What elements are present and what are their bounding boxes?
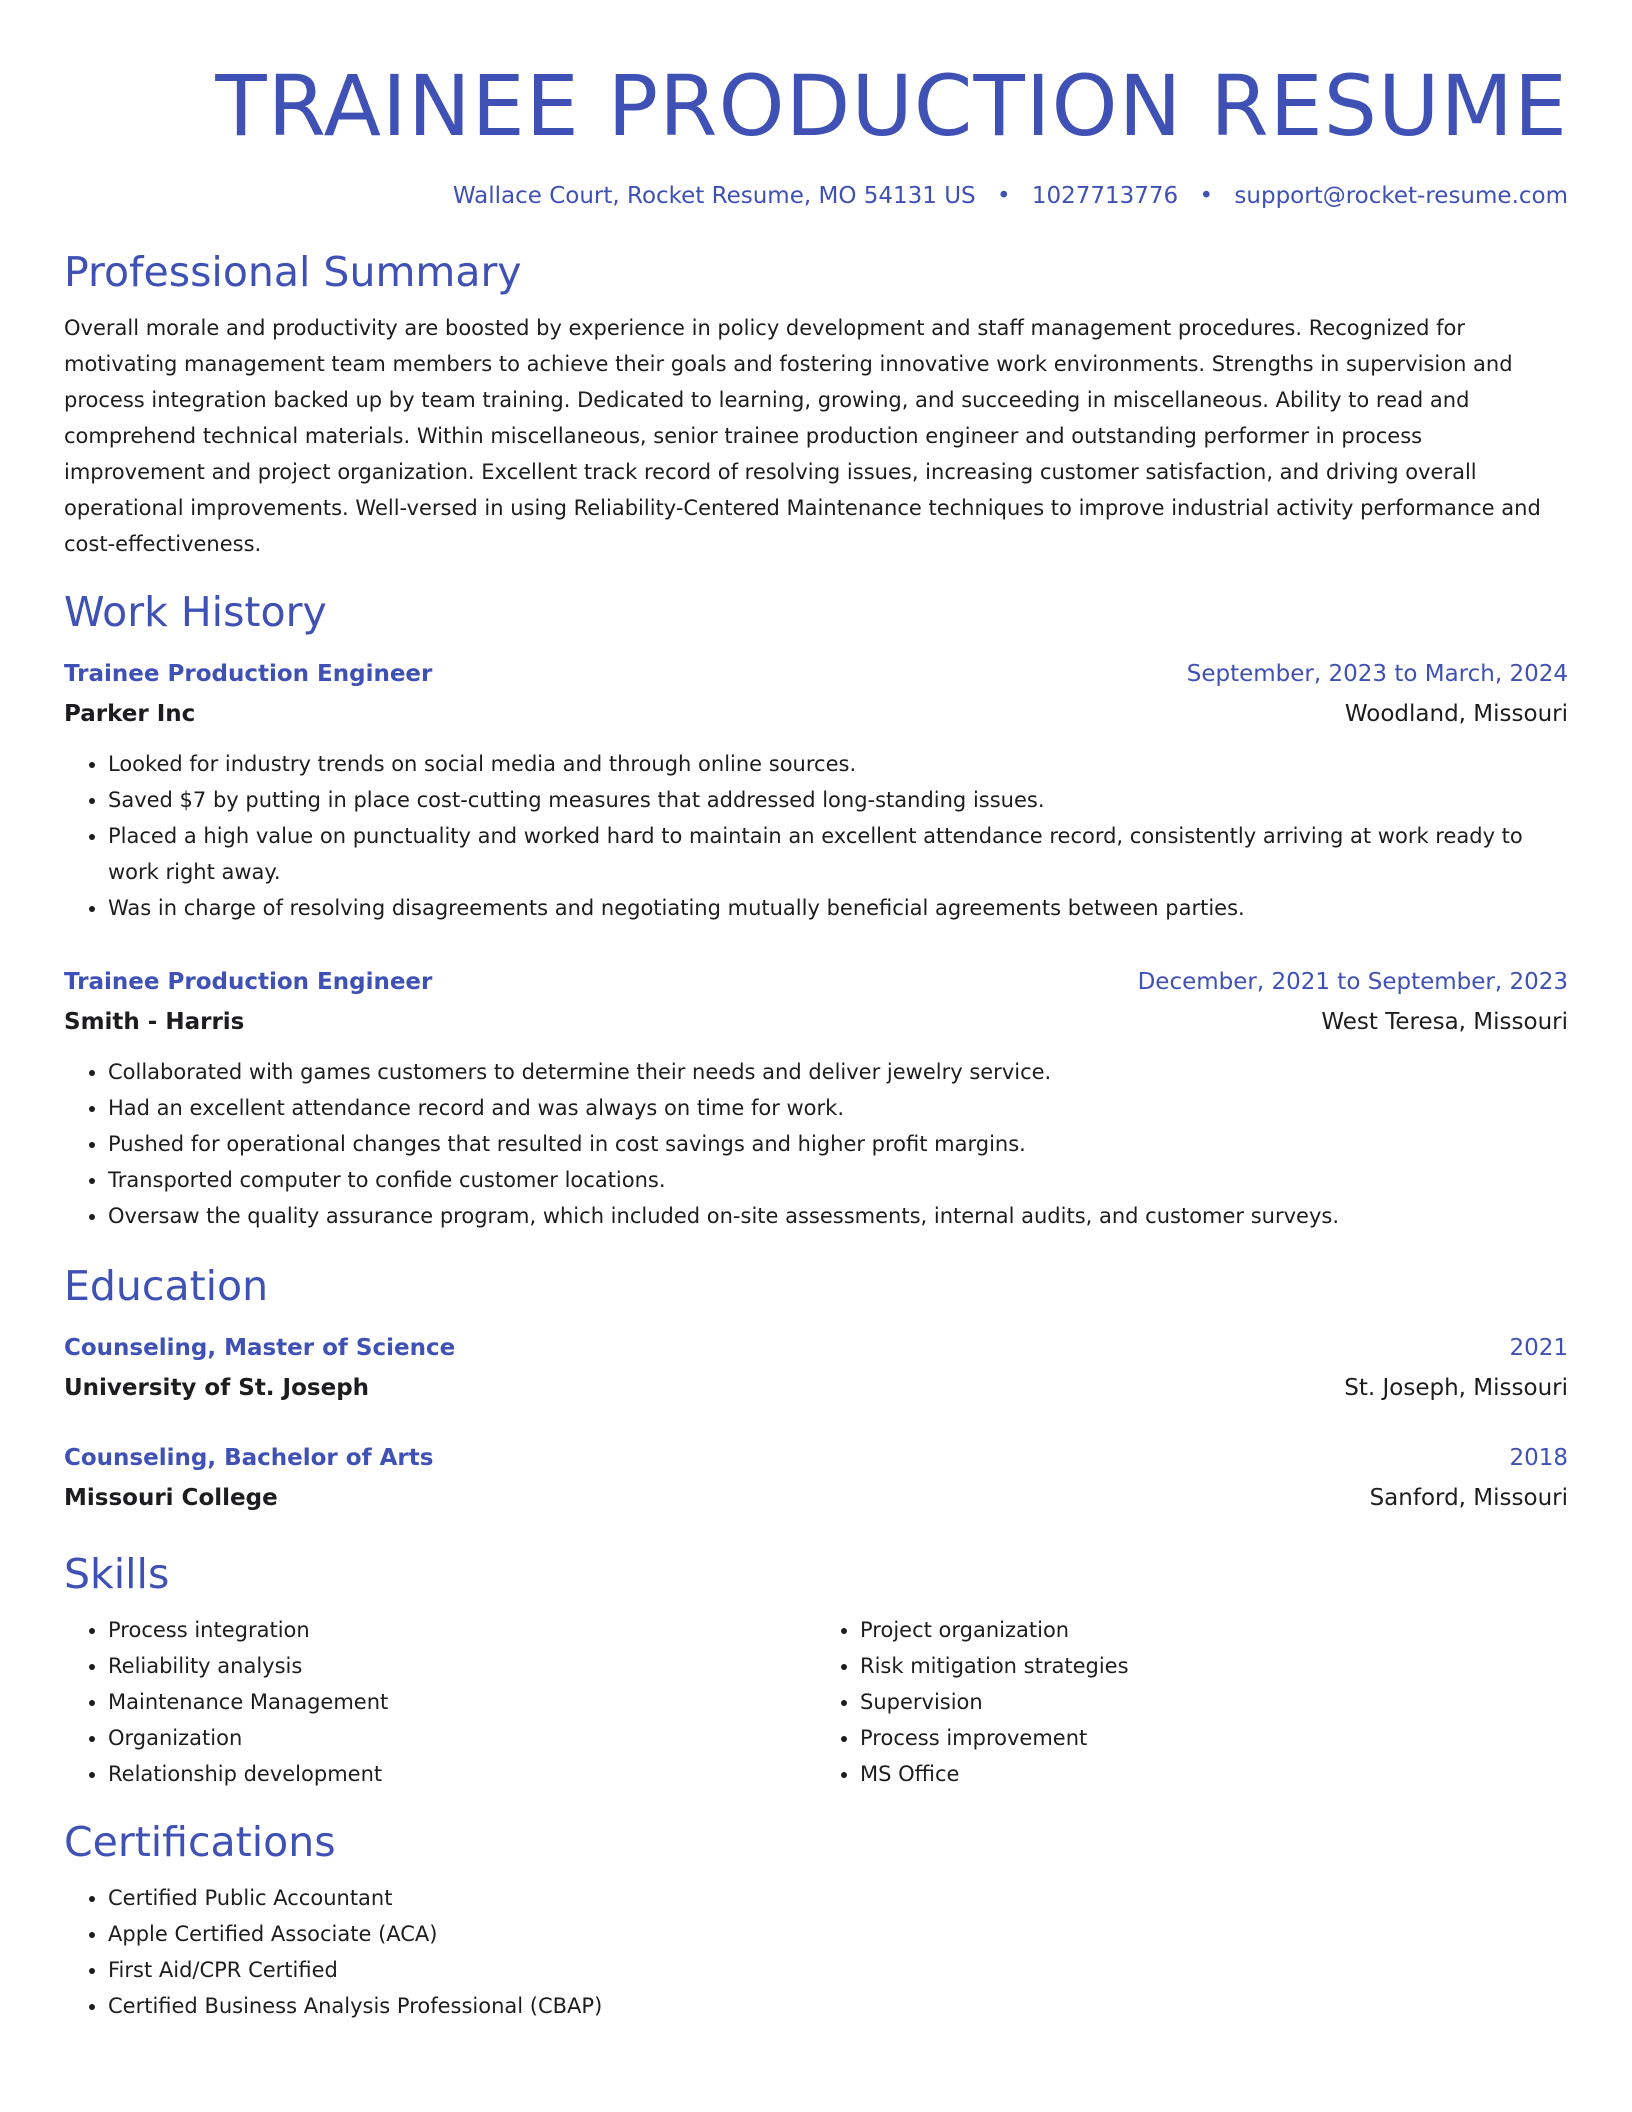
skills-list-left	[64, 1612, 816, 1792]
job-company: Parker Inc	[64, 701, 196, 727]
education-degree: Counseling, Bachelor of Arts	[64, 1445, 434, 1471]
skill-item: • MS Office	[860, 1756, 1568, 1792]
list-item: • Pushed for operational changes that resulted in cost savings and higher profit margins.	[108, 1126, 1568, 1162]
list-item: • Saved $7 by putting in place cost-cutting measures that addressed long-standing issues.	[108, 782, 1568, 818]
section-title-work-history: Work History	[64, 588, 327, 636]
section-title-skills: Skills	[64, 1550, 170, 1598]
contact-separator: •	[996, 183, 1011, 209]
skill-item: • Organization	[108, 1720, 816, 1756]
skill-item: • Risk mitigation strategies	[860, 1648, 1568, 1684]
certifications-list	[64, 1880, 1568, 2024]
skill-item: • Reliability analysis	[108, 1648, 816, 1684]
job-bullets	[64, 1054, 1568, 1234]
education-location: St. Joseph, Missouri	[1344, 1375, 1568, 1401]
job-role: Trainee Production Engineer	[64, 969, 433, 995]
education-school: Missouri College	[64, 1485, 278, 1511]
job-location: West Teresa, Missouri	[1321, 1009, 1568, 1035]
contact-phone: 1027713776	[1031, 183, 1179, 209]
job-dates: September, 2023 to March, 2024	[1186, 661, 1568, 687]
list-item: • Had an excellent attendance record and was always on time for work.	[108, 1090, 1568, 1126]
contact-address: Wallace Court, Rocket Resume, MO 54131 US	[452, 183, 976, 209]
list-item: • Looked for industry trends on social media and through online sources.	[108, 746, 1568, 782]
contact-separator: •	[1199, 183, 1214, 209]
job-bullets	[64, 746, 1568, 926]
summary-text: Overall morale and productivity are boosted by experience in policy development and staff management procedures. Recognized for motivating management team members to achieve their goals and fostering innovative work environments. Strengths in supervision and process integration backed up by team training. Dedicated to learning, growing, and succeeding in miscellaneous. Ability to read and comprehend technical materials. Within miscellaneous, senior trainee production engineer and outstanding performer in process improvement and project organization. Excellent track record of resolving issues, increasing customer satisfaction, and driving overall operational improvements. Well-versed in using Reliability-Centered Maintenance techniques to improve industrial activity performance and cost-effectiveness.	[64, 316, 1541, 556]
list-item: • Placed a high value on punctuality and worked hard to maintain an excellent attendance record, consistently arriving at work ready to work right away.	[108, 818, 1568, 890]
list-item: • Collaborated with games customers to determine their needs and deliver jewelry service.	[108, 1054, 1568, 1090]
job-entry	[64, 962, 1568, 1234]
section-title-education: Education	[64, 1262, 269, 1310]
contact-email: support@rocket-resume.com	[1234, 183, 1568, 209]
job-location: Woodland, Missouri	[1344, 701, 1568, 727]
job-dates: December, 2021 to September, 2023	[1137, 969, 1568, 995]
resume-header	[64, 54, 1568, 212]
contact-line	[64, 180, 1568, 212]
job-role: Trainee Production Engineer	[64, 661, 433, 687]
certification-item: • Certified Public Accountant	[108, 1880, 1568, 1916]
certification-item: • Apple Certified Associate (ACA)	[108, 1916, 1568, 1952]
skills-list-right	[816, 1612, 1568, 1792]
education-entry	[64, 1438, 1568, 1518]
skill-item: • Process improvement	[860, 1720, 1568, 1756]
section-title-summary: Professional Summary	[64, 248, 522, 296]
education-entry	[64, 1328, 1568, 1408]
skill-item: • Supervision	[860, 1684, 1568, 1720]
list-item: • Transported computer to confide customer locations.	[108, 1162, 1568, 1198]
education-year: 2021	[1509, 1335, 1568, 1361]
list-item: • Was in charge of resolving disagreements and negotiating mutually beneficial agreements between parties.	[108, 890, 1568, 926]
skill-item: • Project organization	[860, 1612, 1568, 1648]
job-company: Smith - Harris	[64, 1009, 245, 1035]
job-entry	[64, 654, 1568, 926]
resume-name: TRAINEE PRODUCTION RESUME	[215, 57, 1568, 155]
skill-item: • Maintenance Management	[108, 1684, 816, 1720]
certification-item: • First Aid/CPR Certified	[108, 1952, 1568, 1988]
certification-item: • Certified Business Analysis Professional (CBAP)	[108, 1988, 1568, 2024]
education-location: Sanford, Missouri	[1369, 1485, 1568, 1511]
education-degree: Counseling, Master of Science	[64, 1335, 456, 1361]
skill-item: • Process integration	[108, 1612, 816, 1648]
education-school: University of St. Joseph	[64, 1375, 370, 1401]
skill-item: • Relationship development	[108, 1756, 816, 1792]
section-title-certifications: Certifications	[64, 1818, 336, 1866]
skills-grid	[64, 1612, 1568, 1792]
list-item: • Oversaw the quality assurance program, which included on-site assessments, internal audits, and customer surveys.	[108, 1198, 1568, 1234]
education-year: 2018	[1509, 1445, 1568, 1471]
